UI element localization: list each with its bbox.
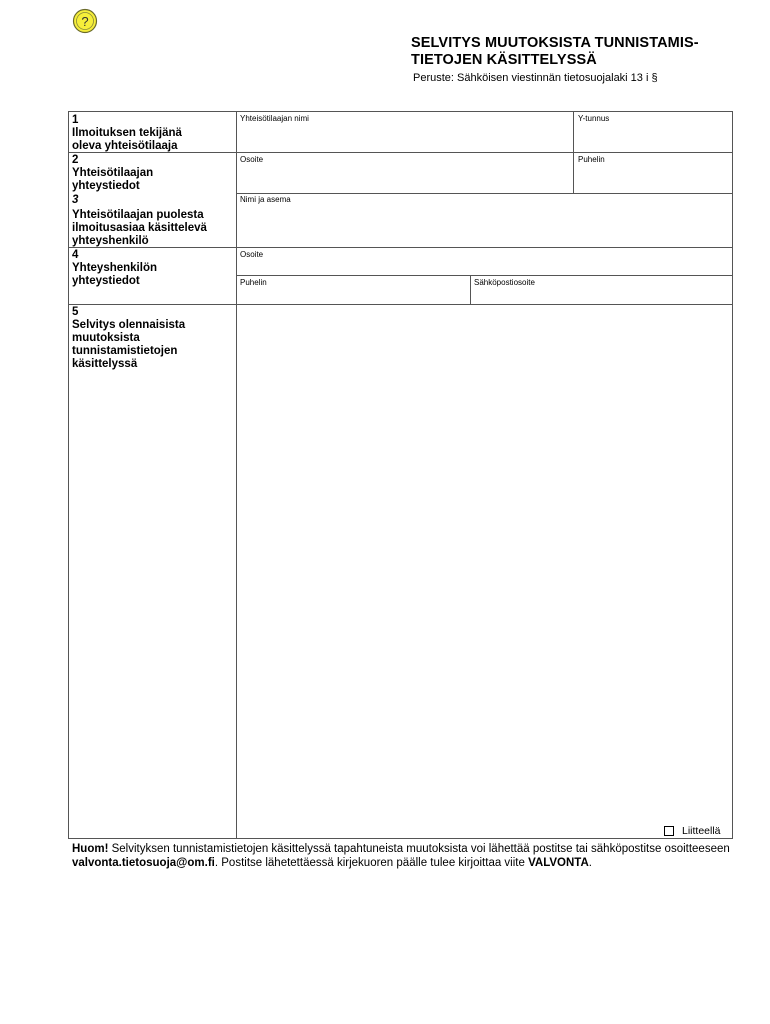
note-emphasis: Huom! <box>72 843 109 855</box>
phone-field[interactable]: Puhelin <box>578 155 605 164</box>
note-email: valvonta.tietosuoja@om.fi <box>72 857 215 869</box>
page-title <box>411 35 699 69</box>
section-5-label: 5 Selvitys olennaisista muutoksista tunnistamistietojen käsittelyssä <box>72 306 186 370</box>
attachment-option[interactable] <box>664 825 721 837</box>
section-2-label: 2 Yhteisötilaajan yhteystiedot <box>72 154 154 192</box>
business-id-field[interactable]: Y-tunnus <box>578 114 610 123</box>
explanation-textarea[interactable] <box>237 305 732 821</box>
help-icon[interactable] <box>72 8 98 34</box>
name-position-field[interactable]: Nimi ja asema <box>240 195 291 204</box>
note-text: . Postitse lähetettäessä kirjekuoren päälle tulee kirjoittaa viite <box>214 857 529 869</box>
address-field[interactable]: Osoite <box>240 155 264 164</box>
contact-address-field[interactable]: Osoite <box>240 250 264 259</box>
email-field[interactable]: Sähköpostiosoite <box>474 278 535 287</box>
note-text: Selvityksen tunnistamistietojen käsittelyssä tapahtuneista muutoksista voi lähettää postitse tai sähköpostitse osoitteeseen <box>108 843 730 855</box>
title-line-2: TIETOJEN KÄSITTELYSSÄ <box>411 52 597 68</box>
section-1-label: 1 Ilmoituksen tekijänä oleva yhteisötilaaja <box>72 114 182 152</box>
help-icon-glyph: ? <box>81 14 89 29</box>
divider <box>236 193 733 194</box>
footer-note <box>72 842 732 870</box>
column-divider <box>573 111 574 193</box>
divider <box>236 275 733 276</box>
column-divider <box>470 275 471 304</box>
contact-phone-field[interactable]: Puhelin <box>240 278 267 287</box>
legal-basis: Peruste: Sähköisen viestinnän tietosuojalaki 13 i § <box>413 72 658 84</box>
attachment-checkbox[interactable] <box>664 826 674 836</box>
section-4-label: 4 Yhteyshenkilön yhteystiedot <box>72 249 157 287</box>
note-reference: VALVONTA <box>528 857 589 869</box>
attachment-label: Liitteellä <box>682 825 721 837</box>
company-name-field[interactable]: Yhteisötilaajan nimi <box>240 114 309 123</box>
title-line-1: SELVITYS MUUTOKSISTA TUNNISTAMIS- <box>411 35 699 51</box>
note-text: . <box>588 857 592 869</box>
section-3-label: 3 Yhteisötilaajan puolesta ilmoitusasiaa käsittelevä yhteyshenkilö <box>72 194 207 247</box>
